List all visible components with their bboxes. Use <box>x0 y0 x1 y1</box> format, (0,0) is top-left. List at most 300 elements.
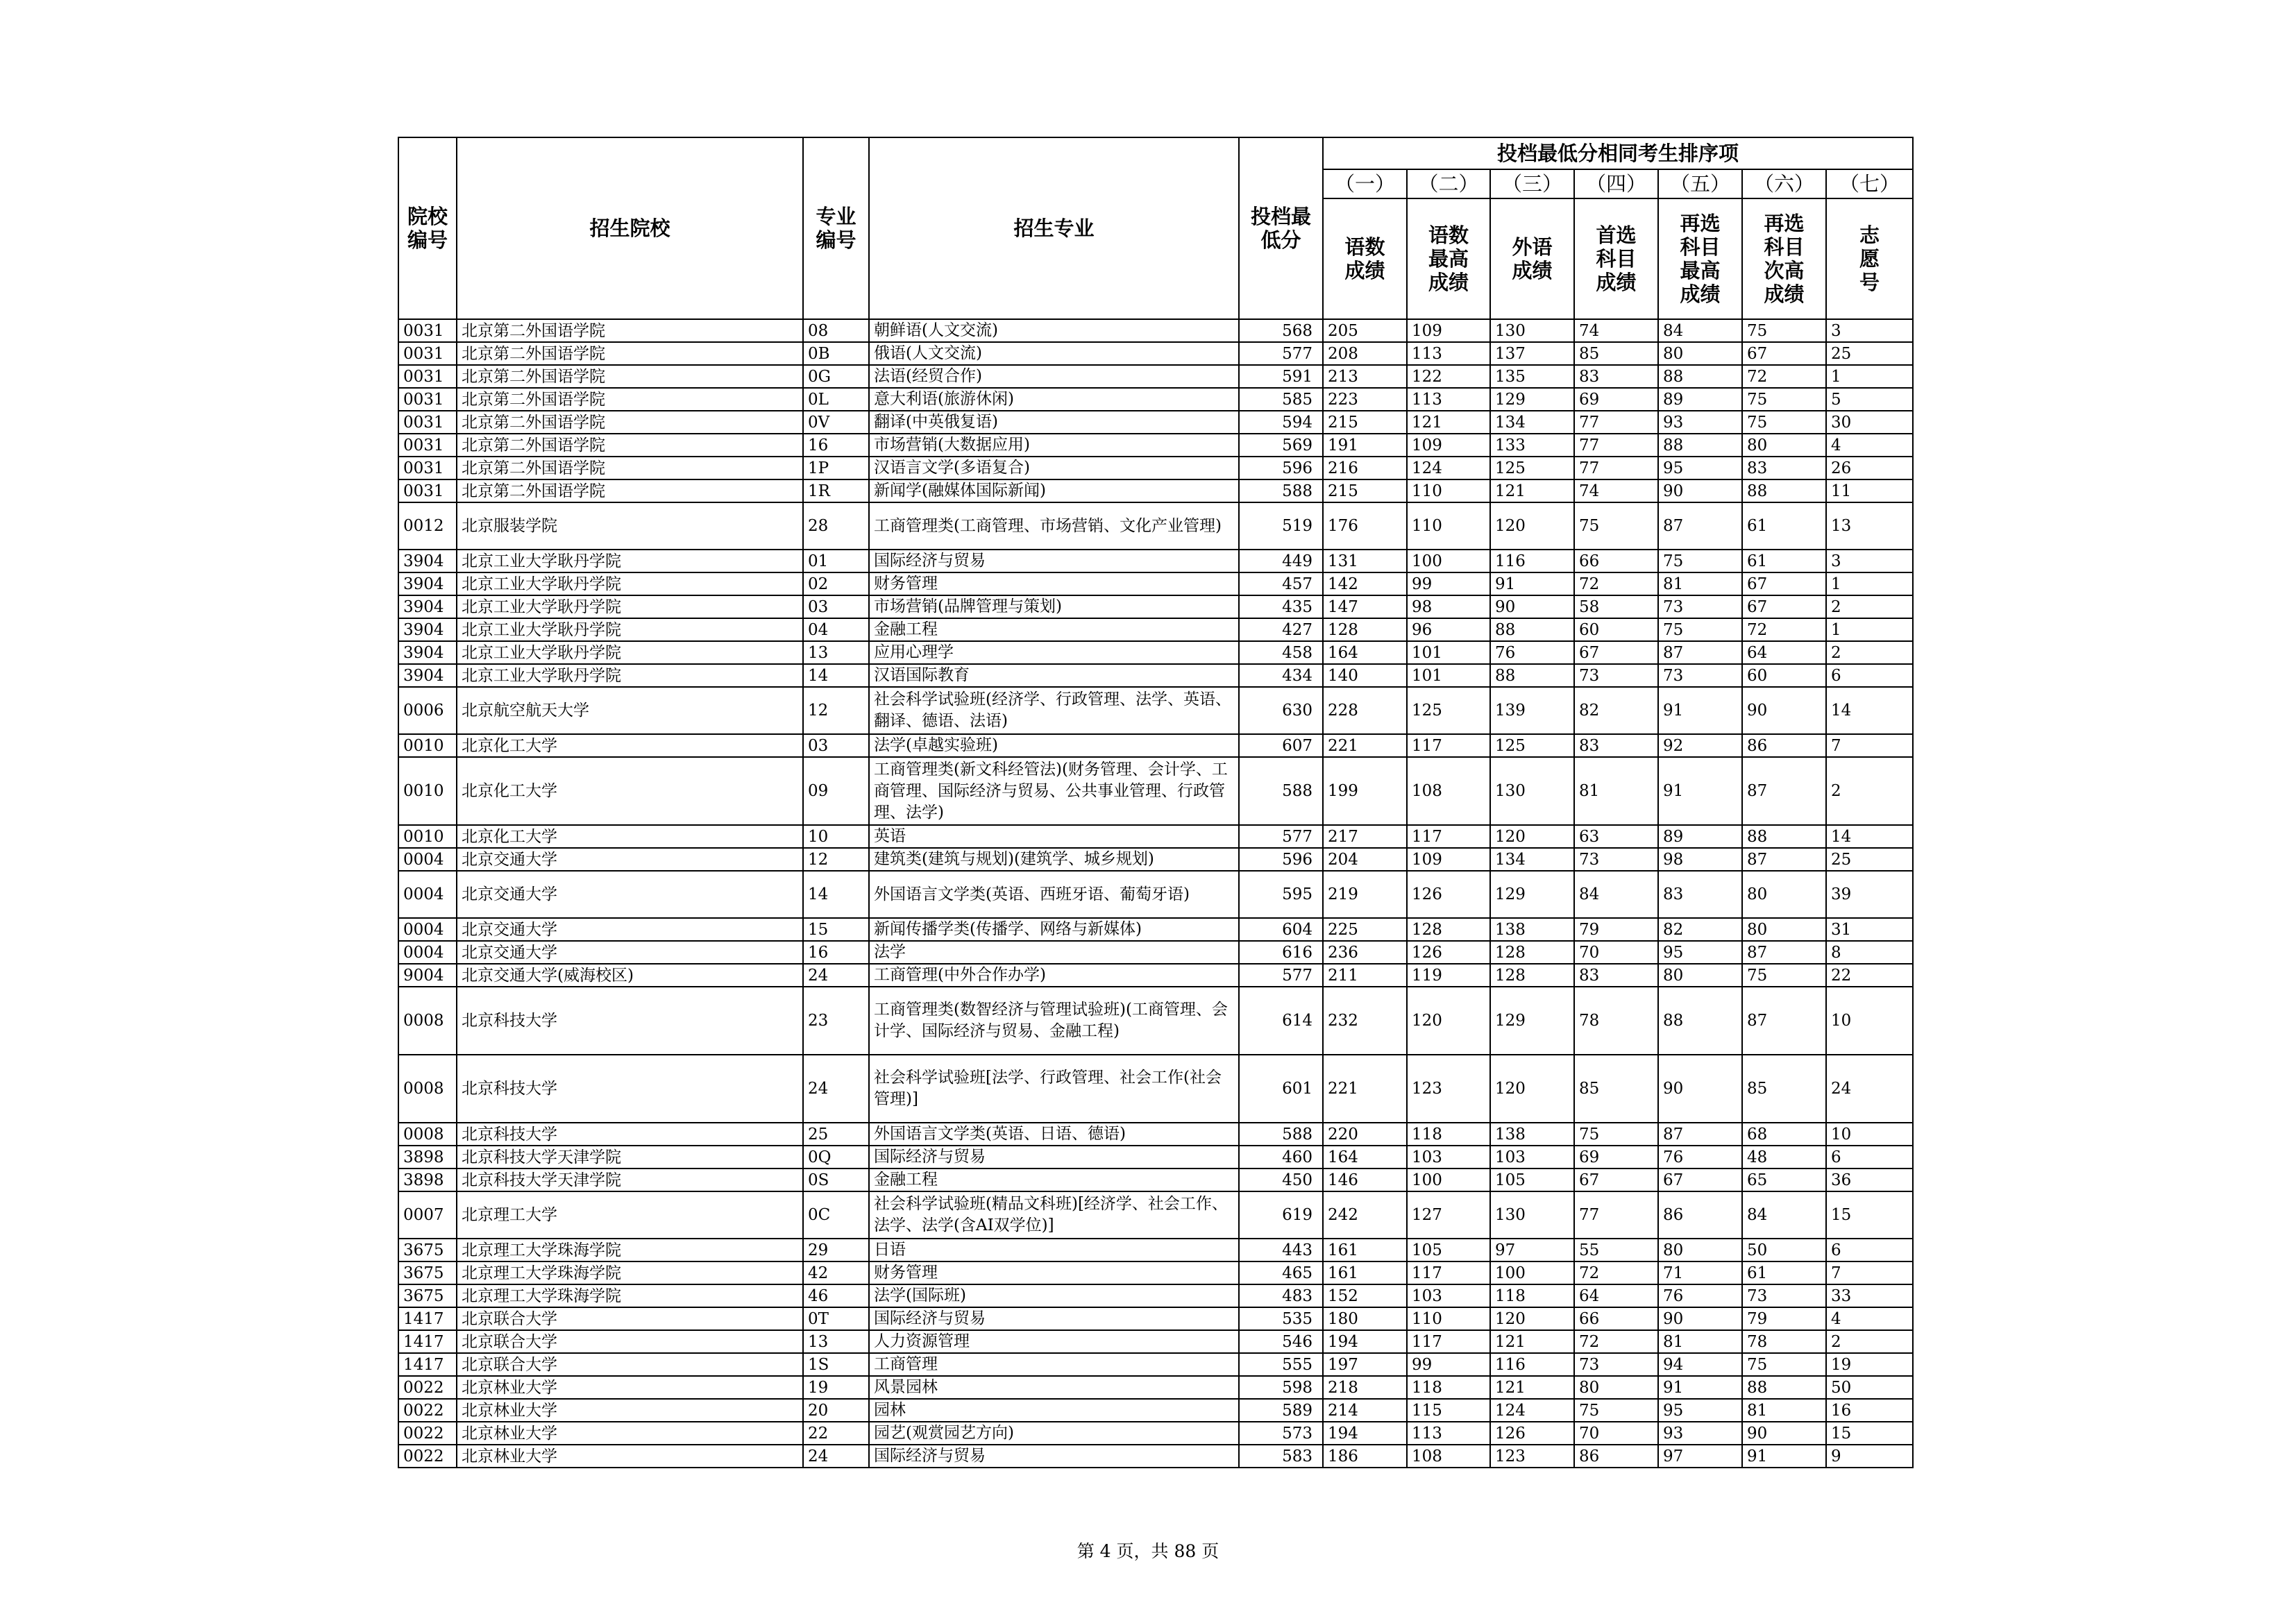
score-1: 228 <box>1323 687 1407 734</box>
score-4: 66 <box>1574 1307 1658 1330</box>
school-name: 北京交通大学 <box>457 848 803 871</box>
score-3: 135 <box>1490 365 1574 388</box>
major-name: 工商管理类(新文科经管法)(财务管理、会计学、工商管理、国际经济与贸易、公共事业管理、行政管理、法学) <box>869 757 1239 825</box>
school-code: 3904 <box>398 664 457 687</box>
score-1: 214 <box>1323 1399 1407 1422</box>
table-row <box>398 342 1913 365</box>
score-7: 10 <box>1826 1123 1913 1146</box>
score-3: 133 <box>1490 434 1574 457</box>
min-score: 614 <box>1239 987 1323 1055</box>
score-5: 87 <box>1658 1123 1742 1146</box>
score-6: 88 <box>1742 1376 1826 1399</box>
major-code: 25 <box>803 1123 869 1146</box>
score-4: 79 <box>1574 918 1658 941</box>
score-5: 88 <box>1658 365 1742 388</box>
score-2: 108 <box>1407 757 1490 825</box>
score-3: 120 <box>1490 1055 1574 1123</box>
score-3: 129 <box>1490 987 1574 1055</box>
school-code: 3675 <box>398 1239 457 1261</box>
score-3: 128 <box>1490 964 1574 987</box>
school-name: 北京科技大学天津学院 <box>457 1169 803 1191</box>
table-row <box>398 1146 1913 1169</box>
score-2: 115 <box>1407 1399 1490 1422</box>
school-code: 0031 <box>398 457 457 479</box>
table-row <box>398 1422 1913 1445</box>
min-score: 591 <box>1239 365 1323 388</box>
score-5: 86 <box>1658 1191 1742 1239</box>
school-code: 1417 <box>398 1307 457 1330</box>
score-7: 6 <box>1826 1239 1913 1261</box>
school-code: 0031 <box>398 411 457 434</box>
school-code: 0031 <box>398 365 457 388</box>
min-score: 434 <box>1239 664 1323 687</box>
school-code: 9004 <box>398 964 457 987</box>
score-6: 64 <box>1742 641 1826 664</box>
table-row <box>398 1123 1913 1146</box>
score-7: 3 <box>1826 319 1913 342</box>
major-code: 12 <box>803 687 869 734</box>
order-label-7: （七） <box>1826 169 1913 198</box>
score-3: 105 <box>1490 1169 1574 1191</box>
min-score: 573 <box>1239 1422 1323 1445</box>
major-code: 0L <box>803 388 869 411</box>
min-score: 604 <box>1239 918 1323 941</box>
score-6: 48 <box>1742 1146 1826 1169</box>
major-name: 国际经济与贸易 <box>869 550 1239 572</box>
score-2: 128 <box>1407 918 1490 941</box>
score-3: 139 <box>1490 687 1574 734</box>
score-7: 1 <box>1826 365 1913 388</box>
score-5: 73 <box>1658 595 1742 618</box>
school-name: 北京科技大学 <box>457 987 803 1055</box>
score-3: 88 <box>1490 618 1574 641</box>
school-name: 北京化工大学 <box>457 757 803 825</box>
table-row <box>398 411 1913 434</box>
table-row <box>398 1307 1913 1330</box>
score-5: 88 <box>1658 434 1742 457</box>
school-name: 北京林业大学 <box>457 1445 803 1468</box>
score-7: 6 <box>1826 1146 1913 1169</box>
score-1: 199 <box>1323 757 1407 825</box>
major-name: 建筑类(建筑与规划)(建筑学、城乡规划) <box>869 848 1239 871</box>
min-score: 630 <box>1239 687 1323 734</box>
major-code: 0G <box>803 365 869 388</box>
score-2: 117 <box>1407 1330 1490 1353</box>
score-5: 91 <box>1658 757 1742 825</box>
score-6: 78 <box>1742 1330 1826 1353</box>
score-3: 120 <box>1490 1307 1574 1330</box>
score-6: 75 <box>1742 411 1826 434</box>
score-6: 65 <box>1742 1169 1826 1191</box>
score-3: 121 <box>1490 1330 1574 1353</box>
score-4: 72 <box>1574 572 1658 595</box>
score-6: 75 <box>1742 388 1826 411</box>
score-6: 72 <box>1742 618 1826 641</box>
score-1: 152 <box>1323 1284 1407 1307</box>
score-1: 213 <box>1323 365 1407 388</box>
score-1: 161 <box>1323 1261 1407 1284</box>
score-5: 90 <box>1658 479 1742 502</box>
score-3: 118 <box>1490 1284 1574 1307</box>
score-2: 101 <box>1407 641 1490 664</box>
school-name: 北京工业大学耿丹学院 <box>457 595 803 618</box>
major-name: 应用心理学 <box>869 641 1239 664</box>
score-1: 223 <box>1323 388 1407 411</box>
order-label-4: （四） <box>1574 169 1658 198</box>
score-3: 134 <box>1490 848 1574 871</box>
score-3: 76 <box>1490 641 1574 664</box>
score-7: 31 <box>1826 918 1913 941</box>
table-row <box>398 941 1913 964</box>
major-code: 09 <box>803 757 869 825</box>
school-name: 北京林业大学 <box>457 1376 803 1399</box>
table-row <box>398 502 1913 550</box>
score-1: 204 <box>1323 848 1407 871</box>
score-6: 61 <box>1742 502 1826 550</box>
score-2: 109 <box>1407 434 1490 457</box>
min-score: 616 <box>1239 941 1323 964</box>
score-1: 194 <box>1323 1330 1407 1353</box>
score-3: 121 <box>1490 479 1574 502</box>
school-code: 0007 <box>398 1191 457 1239</box>
score-4: 75 <box>1574 1399 1658 1422</box>
score-6: 84 <box>1742 1191 1826 1239</box>
score-3: 129 <box>1490 871 1574 918</box>
score-4: 63 <box>1574 825 1658 848</box>
score-2: 124 <box>1407 457 1490 479</box>
score-3: 130 <box>1490 319 1574 342</box>
score-6: 61 <box>1742 1261 1826 1284</box>
major-code: 22 <box>803 1422 869 1445</box>
min-score: 546 <box>1239 1330 1323 1353</box>
school-code: 0004 <box>398 918 457 941</box>
min-score: 577 <box>1239 964 1323 987</box>
school-name: 北京交通大学(威海校区) <box>457 964 803 987</box>
min-score: 619 <box>1239 1191 1323 1239</box>
min-score: 585 <box>1239 388 1323 411</box>
score-2: 125 <box>1407 687 1490 734</box>
major-code: 03 <box>803 595 869 618</box>
score-1: 176 <box>1323 502 1407 550</box>
score-1: 205 <box>1323 319 1407 342</box>
major-code: 03 <box>803 734 869 757</box>
score-4: 73 <box>1574 664 1658 687</box>
score-2: 113 <box>1407 1422 1490 1445</box>
table-row <box>398 848 1913 871</box>
school-code: 3904 <box>398 595 457 618</box>
score-7: 13 <box>1826 502 1913 550</box>
table-row <box>398 479 1913 502</box>
score-7: 16 <box>1826 1399 1913 1422</box>
major-name: 工商管理 <box>869 1353 1239 1376</box>
score-2: 108 <box>1407 1445 1490 1468</box>
school-name: 北京林业大学 <box>457 1399 803 1422</box>
score-1: 142 <box>1323 572 1407 595</box>
min-score: 443 <box>1239 1239 1323 1261</box>
major-code: 28 <box>803 502 869 550</box>
score-1: 147 <box>1323 595 1407 618</box>
score-5: 80 <box>1658 964 1742 987</box>
score-2: 96 <box>1407 618 1490 641</box>
score-6: 80 <box>1742 871 1826 918</box>
score-2: 109 <box>1407 319 1490 342</box>
score-5: 94 <box>1658 1353 1742 1376</box>
major-name: 法学 <box>869 941 1239 964</box>
score-4: 69 <box>1574 1146 1658 1169</box>
score-5: 98 <box>1658 848 1742 871</box>
major-code: 14 <box>803 871 869 918</box>
score-4: 60 <box>1574 618 1658 641</box>
school-name: 北京理工大学 <box>457 1191 803 1239</box>
table-row <box>398 987 1913 1055</box>
school-name: 北京联合大学 <box>457 1353 803 1376</box>
table-row <box>398 572 1913 595</box>
score-1: 211 <box>1323 964 1407 987</box>
order-label-5: （五） <box>1658 169 1742 198</box>
table-row <box>398 871 1913 918</box>
school-name: 北京第二外国语学院 <box>457 319 803 342</box>
score-1: 164 <box>1323 1146 1407 1169</box>
score-5: 93 <box>1658 1422 1742 1445</box>
table-header <box>398 137 1913 319</box>
school-name: 北京科技大学 <box>457 1123 803 1146</box>
school-name: 北京交通大学 <box>457 918 803 941</box>
major-name: 法学(国际班) <box>869 1284 1239 1307</box>
score-4: 67 <box>1574 1169 1658 1191</box>
min-score: 483 <box>1239 1284 1323 1307</box>
score-7: 2 <box>1826 757 1913 825</box>
score-1: 186 <box>1323 1445 1407 1468</box>
major-code: 42 <box>803 1261 869 1284</box>
score-2: 100 <box>1407 550 1490 572</box>
score-5: 81 <box>1658 572 1742 595</box>
score-7: 11 <box>1826 479 1913 502</box>
score-7: 1 <box>1826 618 1913 641</box>
score-6: 80 <box>1742 918 1826 941</box>
score-7: 6 <box>1826 664 1913 687</box>
major-name: 园林 <box>869 1399 1239 1422</box>
min-score: 596 <box>1239 848 1323 871</box>
min-score: 596 <box>1239 457 1323 479</box>
school-name: 北京交通大学 <box>457 941 803 964</box>
school-code: 0031 <box>398 388 457 411</box>
major-name: 社会科学试验班(经济学、行政管理、法学、英语、翻译、德语、法语) <box>869 687 1239 734</box>
score-4: 70 <box>1574 1422 1658 1445</box>
score-1: 242 <box>1323 1191 1407 1239</box>
score-6: 87 <box>1742 941 1826 964</box>
score-4: 66 <box>1574 550 1658 572</box>
min-score: 449 <box>1239 550 1323 572</box>
school-code: 0031 <box>398 342 457 365</box>
score-4: 74 <box>1574 479 1658 502</box>
score-7: 2 <box>1826 641 1913 664</box>
score-7: 39 <box>1826 871 1913 918</box>
score-1: 219 <box>1323 871 1407 918</box>
score-3: 91 <box>1490 572 1574 595</box>
score-6: 85 <box>1742 1055 1826 1123</box>
score-4: 72 <box>1574 1330 1658 1353</box>
score-6: 67 <box>1742 342 1826 365</box>
school-code: 0004 <box>398 848 457 871</box>
school-code: 3904 <box>398 618 457 641</box>
score-6: 61 <box>1742 550 1826 572</box>
min-score: 577 <box>1239 825 1323 848</box>
order-item-1: 语数成绩 <box>1323 198 1407 319</box>
score-2: 110 <box>1407 479 1490 502</box>
school-code: 0006 <box>398 687 457 734</box>
school-code: 0022 <box>398 1399 457 1422</box>
major-name: 法语(经贸合作) <box>869 365 1239 388</box>
score-3: 125 <box>1490 734 1574 757</box>
score-7: 7 <box>1826 734 1913 757</box>
major-name: 日语 <box>869 1239 1239 1261</box>
score-7: 50 <box>1826 1376 1913 1399</box>
score-3: 130 <box>1490 757 1574 825</box>
major-name: 金融工程 <box>869 1169 1239 1191</box>
score-3: 124 <box>1490 1399 1574 1422</box>
score-3: 126 <box>1490 1422 1574 1445</box>
school-name: 北京理工大学珠海学院 <box>457 1239 803 1261</box>
major-code: 04 <box>803 618 869 641</box>
score-3: 137 <box>1490 342 1574 365</box>
major-code: 0B <box>803 342 869 365</box>
score-5: 93 <box>1658 411 1742 434</box>
school-name: 北京交通大学 <box>457 871 803 918</box>
score-6: 90 <box>1742 687 1826 734</box>
major-name: 外国语言文学类(英语、日语、德语) <box>869 1123 1239 1146</box>
score-2: 99 <box>1407 572 1490 595</box>
min-score: 427 <box>1239 618 1323 641</box>
score-7: 9 <box>1826 1445 1913 1468</box>
major-name: 社会科学试验班(精品文科班)[经济学、社会工作、法学、法学(含AI双学位)] <box>869 1191 1239 1239</box>
score-5: 89 <box>1658 388 1742 411</box>
score-5: 67 <box>1658 1169 1742 1191</box>
score-6: 60 <box>1742 664 1826 687</box>
min-score: 460 <box>1239 1146 1323 1169</box>
school-name: 北京服装学院 <box>457 502 803 550</box>
table-row <box>398 1284 1913 1307</box>
score-3: 88 <box>1490 664 1574 687</box>
score-3: 90 <box>1490 595 1574 618</box>
score-1: 128 <box>1323 618 1407 641</box>
school-code: 3904 <box>398 572 457 595</box>
school-name: 北京第二外国语学院 <box>457 365 803 388</box>
score-1: 218 <box>1323 1376 1407 1399</box>
score-7: 7 <box>1826 1261 1913 1284</box>
school-code: 0010 <box>398 825 457 848</box>
table-row <box>398 1330 1913 1353</box>
table-row <box>398 641 1913 664</box>
score-3: 125 <box>1490 457 1574 479</box>
score-5: 75 <box>1658 550 1742 572</box>
score-5: 83 <box>1658 871 1742 918</box>
score-2: 122 <box>1407 365 1490 388</box>
school-code: 0008 <box>398 1123 457 1146</box>
major-code: 1P <box>803 457 869 479</box>
score-1: 221 <box>1323 734 1407 757</box>
score-3: 134 <box>1490 411 1574 434</box>
score-1: 131 <box>1323 550 1407 572</box>
score-6: 91 <box>1742 1445 1826 1468</box>
score-5: 71 <box>1658 1261 1742 1284</box>
score-6: 73 <box>1742 1284 1826 1307</box>
major-name: 财务管理 <box>869 572 1239 595</box>
score-5: 73 <box>1658 664 1742 687</box>
page-footer: 第 4 页，共 88 页 <box>1077 1541 1219 1561</box>
major-code: 0T <box>803 1307 869 1330</box>
admission-score-table <box>398 137 1914 1468</box>
score-3: 120 <box>1490 502 1574 550</box>
score-5: 95 <box>1658 941 1742 964</box>
score-7: 19 <box>1826 1353 1913 1376</box>
school-code: 3898 <box>398 1169 457 1191</box>
school-name: 北京第二外国语学院 <box>457 342 803 365</box>
min-score: 607 <box>1239 734 1323 757</box>
score-3: 138 <box>1490 1123 1574 1146</box>
order-item-5: 再选科目最高成绩 <box>1658 198 1742 319</box>
major-code: 16 <box>803 434 869 457</box>
table-row <box>398 1445 1913 1468</box>
school-name: 北京工业大学耿丹学院 <box>457 664 803 687</box>
table-row <box>398 319 1913 342</box>
score-3: 97 <box>1490 1239 1574 1261</box>
score-4: 69 <box>1574 388 1658 411</box>
score-2: 113 <box>1407 388 1490 411</box>
major-code: 13 <box>803 1330 869 1353</box>
score-6: 87 <box>1742 757 1826 825</box>
min-score: 594 <box>1239 411 1323 434</box>
score-7: 10 <box>1826 987 1913 1055</box>
major-code: 1R <box>803 479 869 502</box>
score-6: 79 <box>1742 1307 1826 1330</box>
school-name: 北京联合大学 <box>457 1307 803 1330</box>
score-4: 83 <box>1574 964 1658 987</box>
score-2: 109 <box>1407 848 1490 871</box>
school-name: 北京工业大学耿丹学院 <box>457 618 803 641</box>
score-6: 50 <box>1742 1239 1826 1261</box>
score-3: 120 <box>1490 825 1574 848</box>
score-7: 1 <box>1826 572 1913 595</box>
school-code: 0031 <box>398 434 457 457</box>
major-code: 15 <box>803 918 869 941</box>
score-5: 90 <box>1658 1055 1742 1123</box>
table-row <box>398 1239 1913 1261</box>
score-1: 215 <box>1323 479 1407 502</box>
score-2: 110 <box>1407 1307 1490 1330</box>
score-6: 68 <box>1742 1123 1826 1146</box>
score-2: 118 <box>1407 1123 1490 1146</box>
table-row <box>398 964 1913 987</box>
min-score: 519 <box>1239 502 1323 550</box>
score-4: 58 <box>1574 595 1658 618</box>
major-name: 金融工程 <box>869 618 1239 641</box>
score-7: 33 <box>1826 1284 1913 1307</box>
score-7: 2 <box>1826 1330 1913 1353</box>
school-code: 3898 <box>398 1146 457 1169</box>
table-row <box>398 1169 1913 1191</box>
score-2: 99 <box>1407 1353 1490 1376</box>
score-3: 123 <box>1490 1445 1574 1468</box>
score-4: 70 <box>1574 941 1658 964</box>
major-code: 24 <box>803 1055 869 1123</box>
order-item-3: 外语成绩 <box>1490 198 1574 319</box>
score-2: 120 <box>1407 987 1490 1055</box>
score-4: 77 <box>1574 434 1658 457</box>
min-score: 435 <box>1239 595 1323 618</box>
score-1: 216 <box>1323 457 1407 479</box>
major-name: 市场营销(大数据应用) <box>869 434 1239 457</box>
table-row <box>398 757 1913 825</box>
